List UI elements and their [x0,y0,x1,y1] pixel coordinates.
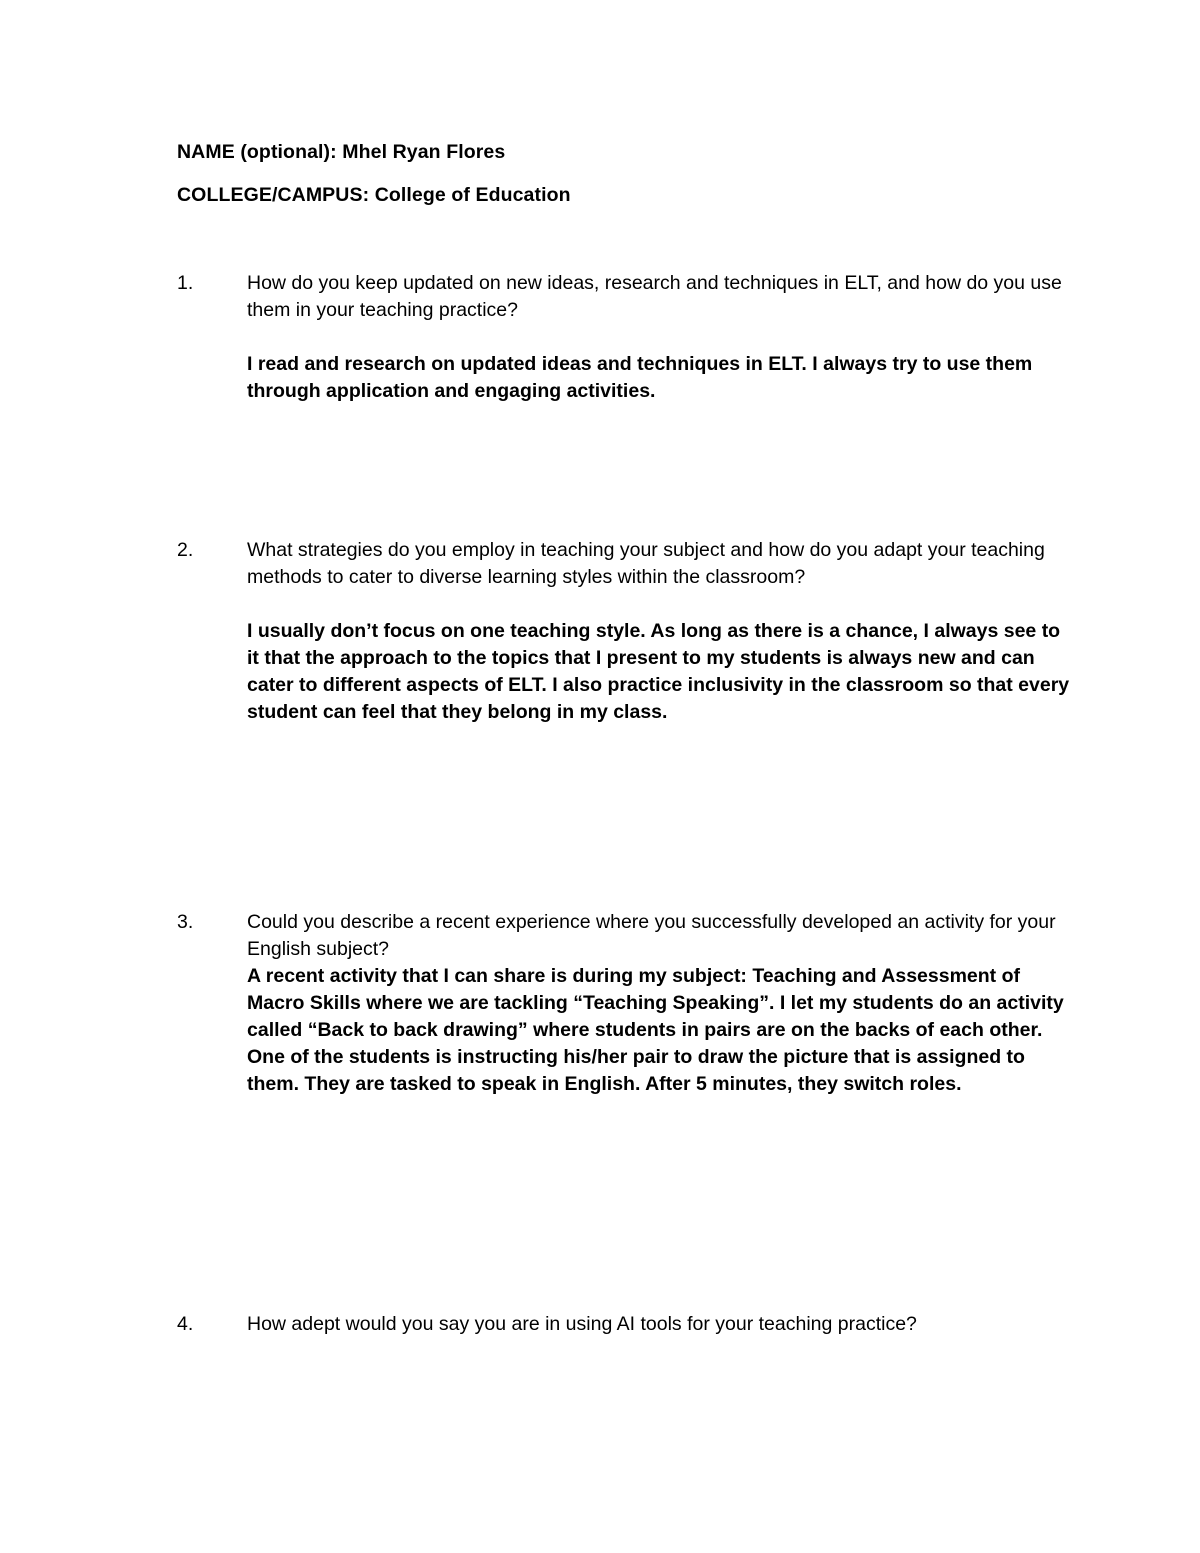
question-body [247,909,1077,1098]
name-label: NAME (optional): [177,141,337,163]
question-number: 3. [177,911,194,933]
college-line [177,184,571,207]
name-line [177,141,505,164]
answer-text: A recent activity that I can share is during my subject: Teaching and Assessment of Macro Skills where we are tackling “Teaching Speaking”. I let my students do an activity called “Back to back drawing” where students in pairs are on the backs of each other. One of the students is instructing his/her pair to draw the picture that is assigned to them. They are tasked to speak in English. After 5 minutes, they switch roles. [247,965,1064,1095]
college-value: College of Education [374,184,571,206]
question-body [247,270,1077,405]
question-number: 2. [177,539,194,561]
answer-text: I usually don’t focus on one teaching style. As long as there is a chance, I always see to it that the approach to the topics that I present to my students is always new and can cater to different aspects of ELT. I also practice inclusivity in the classroom so that every student can feel that they belong in my class. [247,620,1070,723]
question-text: What strategies do you employ in teaching your subject and how do you adapt your teaching methods to cater to diverse learning styles within the classroom? [247,539,1045,588]
question-body [247,1311,1077,1338]
question-number: 4. [177,1313,194,1335]
question-body [247,537,1077,726]
question-text: How adept would you say you are in using AI tools for your teaching practice? [247,1313,917,1335]
answer-text: I read and research on updated ideas and techniques in ELT. I always try to use them through application and engaging activities. [247,353,1033,402]
question-number: 1. [177,272,194,294]
question-text: Could you describe a recent experience where you successfully developed an activity for your English subject? [247,911,1056,960]
name-value: Mhel Ryan Flores [342,141,506,163]
question-text: How do you keep updated on new ideas, research and techniques in ELT, and how do you use them in your teaching practice? [247,272,1062,321]
college-label: COLLEGE/CAMPUS: [177,184,370,206]
